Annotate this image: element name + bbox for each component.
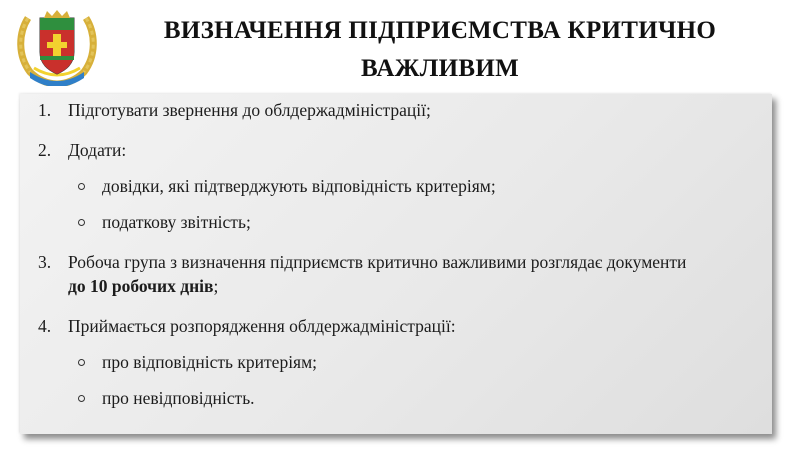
sub-item-text: податкову звітність; bbox=[102, 212, 251, 232]
slide-title bbox=[110, 12, 770, 88]
item-number: 3. bbox=[38, 252, 52, 272]
circle-bullet-icon bbox=[78, 359, 85, 366]
item-text: Приймається розпорядження облдержадміністрації: bbox=[68, 316, 456, 336]
item-text: Додати: bbox=[68, 140, 127, 160]
item-text: Підготувати звернення до облдержадміністрації; bbox=[68, 100, 431, 120]
item-number: 2. bbox=[38, 140, 52, 160]
item-text bbox=[68, 250, 768, 298]
item-text-bold: до 10 робочих днів bbox=[68, 276, 214, 296]
item-number: 4. bbox=[38, 316, 52, 336]
circle-bullet-icon bbox=[78, 183, 85, 190]
title-line-2: ВАЖЛИВИМ bbox=[360, 55, 520, 82]
title-line-1: ВИЗНАЧЕННЯ ПІДПРИЄМСТВА КРИТИЧНО bbox=[163, 17, 717, 44]
content-panel bbox=[20, 94, 772, 434]
item-text-line: Робоча група з визначення підприємств критично важливими розглядає документи bbox=[68, 252, 687, 272]
sub-item-text: про невідповідність. bbox=[102, 388, 255, 408]
coat-of-arms-icon bbox=[14, 8, 100, 86]
item-text-end: ; bbox=[213, 276, 219, 296]
sub-item-text: довідки, які підтверджують відповідність критеріям; bbox=[102, 176, 496, 196]
circle-bullet-icon bbox=[78, 219, 85, 226]
item-number: 1. bbox=[38, 100, 52, 120]
circle-bullet-icon bbox=[78, 395, 85, 402]
sub-item-text: про відповідність критеріям; bbox=[102, 352, 318, 372]
